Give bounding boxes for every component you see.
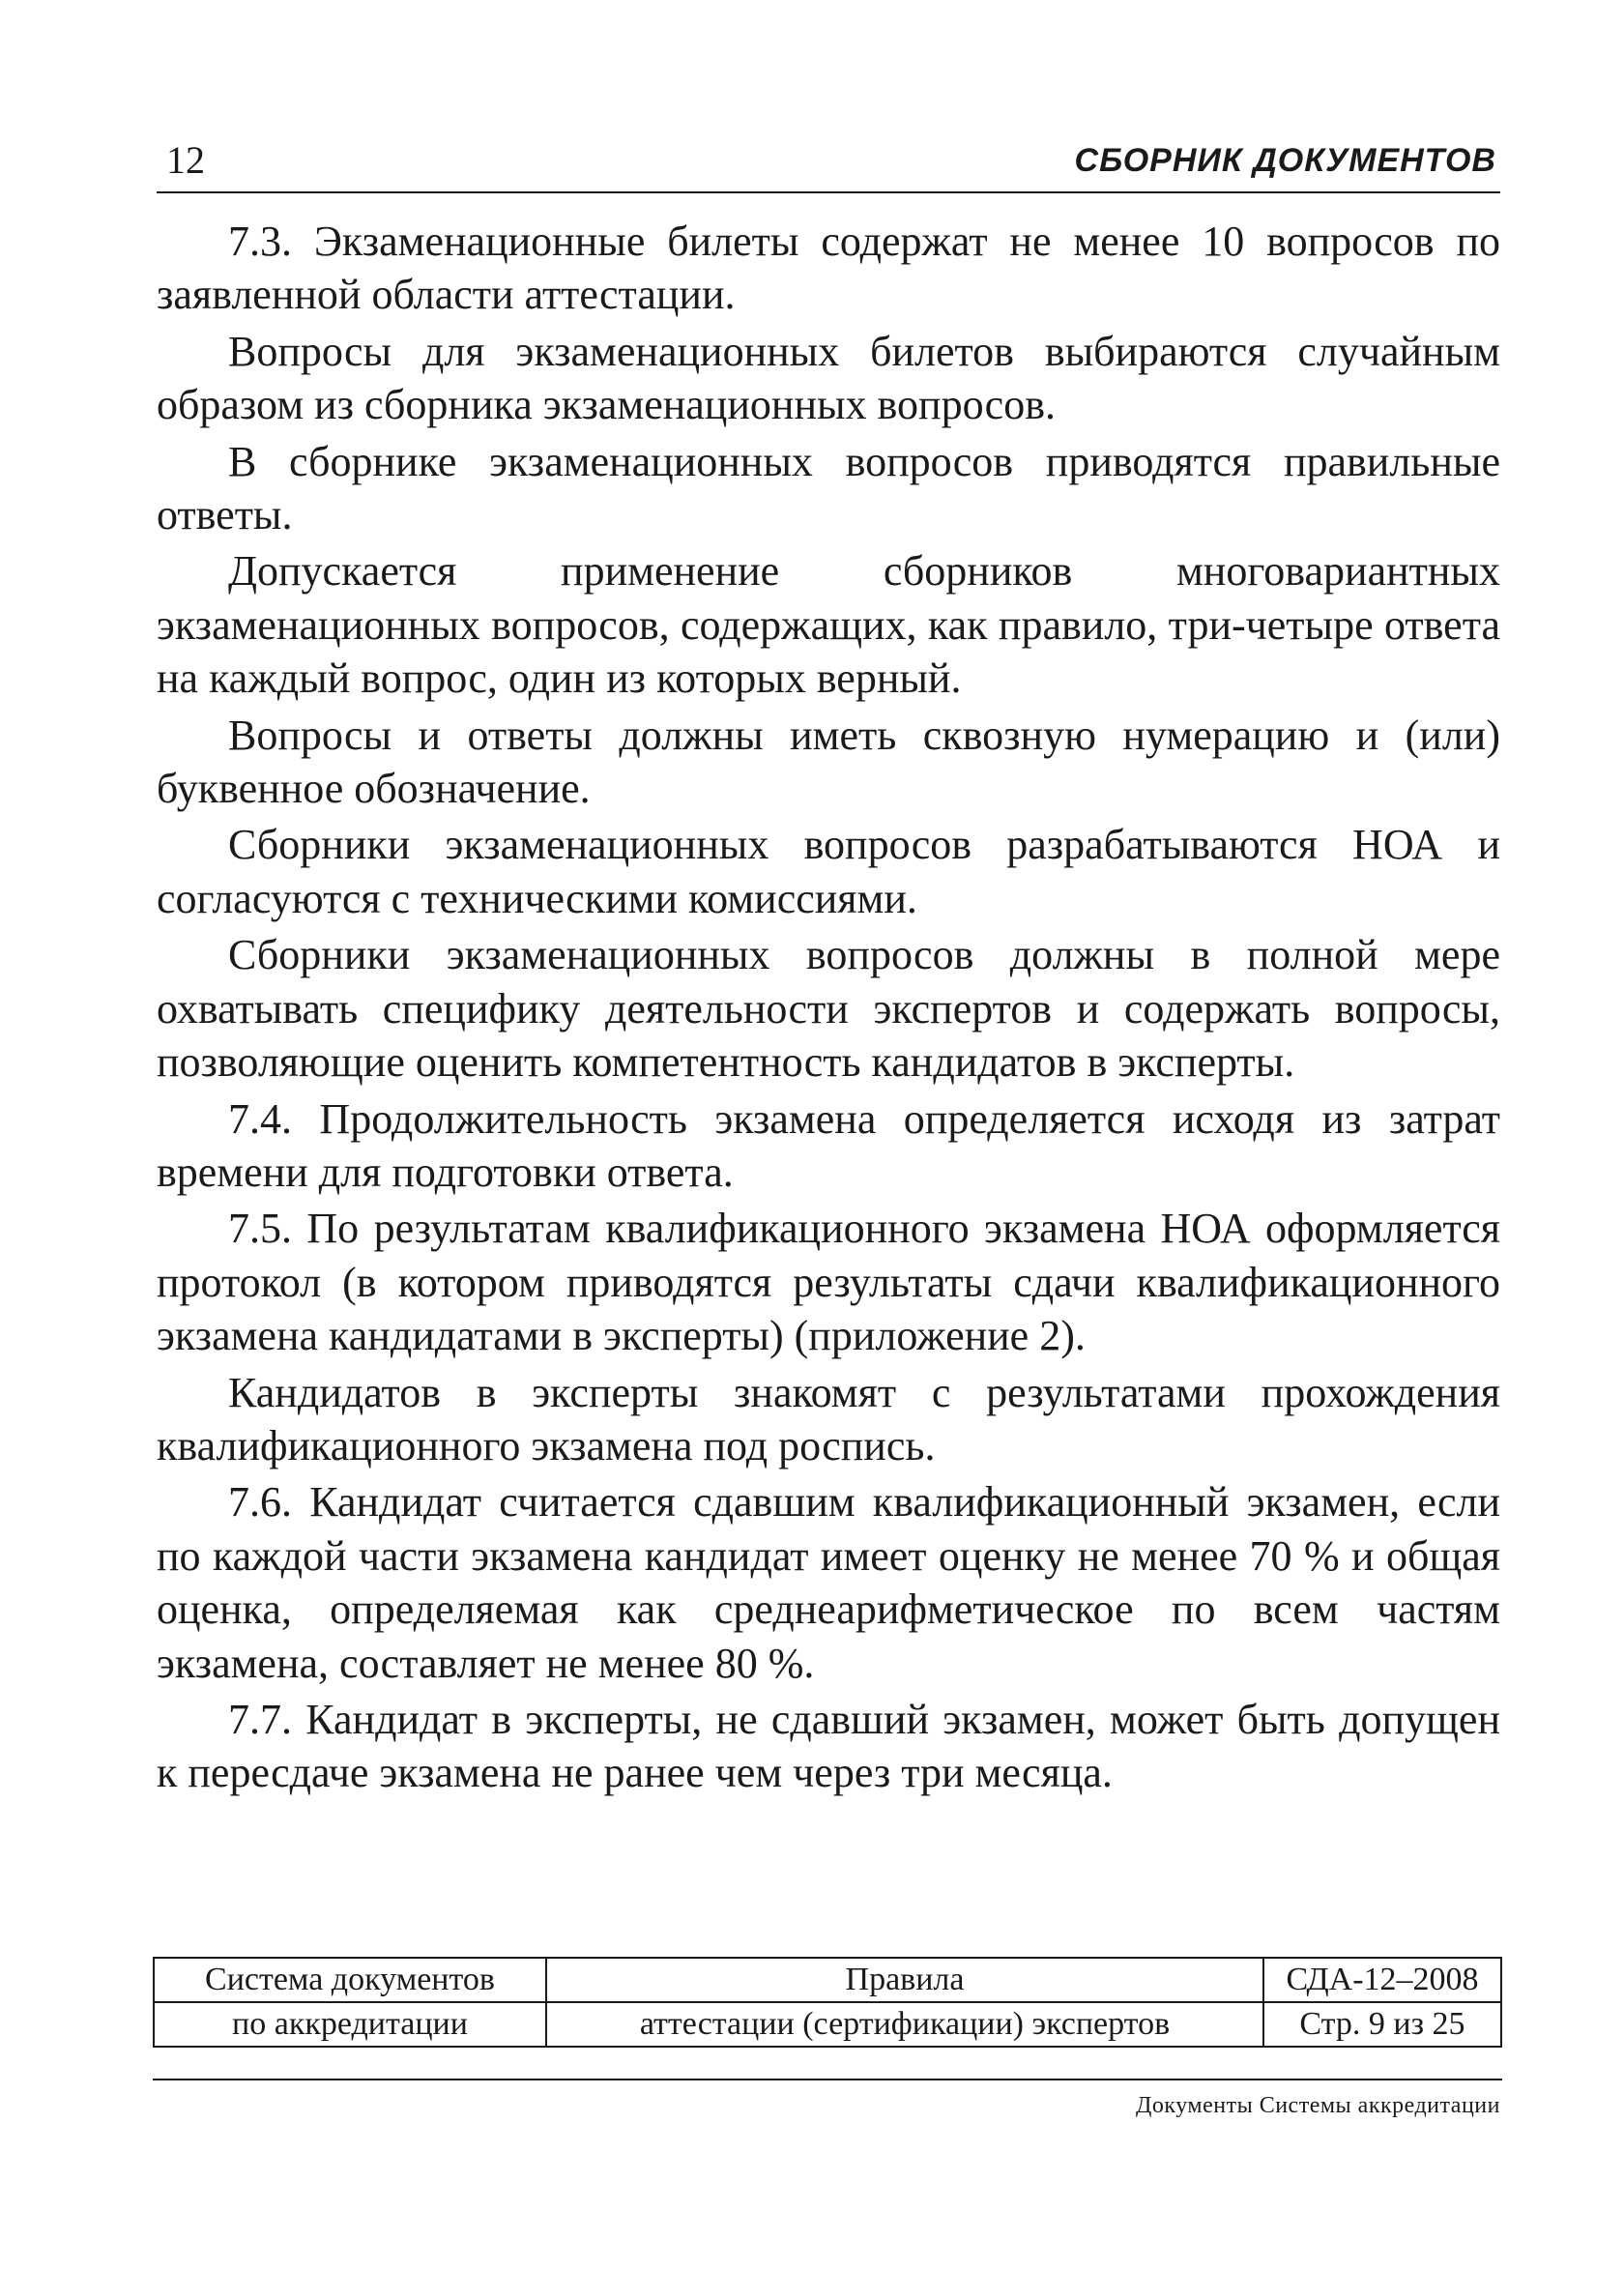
page-number: 12 — [166, 138, 205, 182]
paragraph-7-4: 7.4. Продолжительность экзамена определяется исходя из затрат времени для подготовки ответа. — [157, 1094, 1500, 1196]
running-head — [157, 135, 1500, 193]
stamp-system-line1: Система документов — [154, 1958, 546, 2002]
paragraph-7-3: 7.3. Экзаменационные билеты содержат не менее 10 вопросов по заявленной области аттестации. — [157, 218, 1500, 319]
running-head-title: СБОРНИК ДОКУМЕНТОВ — [1074, 142, 1496, 179]
paragraph: Кандидатов в эксперты знакомят с результатами прохождения квалификационного экзамена под роспись. — [157, 1368, 1500, 1469]
paragraph: Допускается применение сборников многовариантных экзаменационных вопросов, содержащих, как правило, три-четыре ответа на каждый вопрос, один из которых верный. — [157, 547, 1500, 703]
paragraph-7-6: 7.6. Кандидат считается сдавшим квалификационный экзамен, если по каждой части экзамена кандидат имеет оценку не менее 70 % и общая оценка, определяемая как среднеарифметическое по всем частям экзамена, составляет не менее 80 %. — [157, 1478, 1500, 1687]
stamp-doc-line2: аттестации (сертификации) экспертов — [546, 2002, 1263, 2047]
paragraph: Вопросы для экзаменационных билетов выбираются случайным образом из сборника экзаменационных вопросов. — [157, 327, 1500, 429]
stamp-page: Стр. 9 из 25 — [1263, 2002, 1501, 2047]
paragraph: Сборники экзаменационных вопросов разрабатываются НОА и согласуются с техническими комиссиями. — [157, 821, 1500, 922]
paragraph: Сборники экзаменационных вопросов должны в полной мере охватывать специфику деятельности экспертов и содержать вопросы, позволяющие оценить компетентность кандидатов в эксперты. — [157, 931, 1500, 1087]
stamp-doc-line1: Правила — [546, 1958, 1263, 2002]
stamp-code: СДА-12–2008 — [1263, 1958, 1501, 2002]
footer-note: Документы Системы аккредитации — [1136, 2093, 1500, 2118]
paragraph-7-5: 7.5. По результатам квалификационного экзамена НОА оформляется протокол (в котором приводятся результаты сдачи квалификационного экзамена кандидатами в эксперты) (приложение 2). — [157, 1205, 1500, 1360]
paragraph-7-7: 7.7. Кандидат в эксперты, не сдавший экзамен, может быть допущен к пересдаче экзамена не ранее чем через три месяца. — [157, 1695, 1500, 1797]
stamp-system-line2: по аккредитации — [154, 2002, 546, 2047]
stamp-row — [154, 1958, 1501, 2002]
stamp-row — [154, 2002, 1501, 2047]
footer-divider — [153, 2079, 1502, 2080]
body-text — [157, 215, 1500, 1803]
paragraph: В сборнике экзаменационных вопросов приводятся правильные ответы. — [157, 437, 1500, 539]
document-stamp-table — [153, 1957, 1502, 2048]
paragraph: Вопросы и ответы должны иметь сквозную нумерацию и (или) буквенное обозначение. — [157, 711, 1500, 813]
